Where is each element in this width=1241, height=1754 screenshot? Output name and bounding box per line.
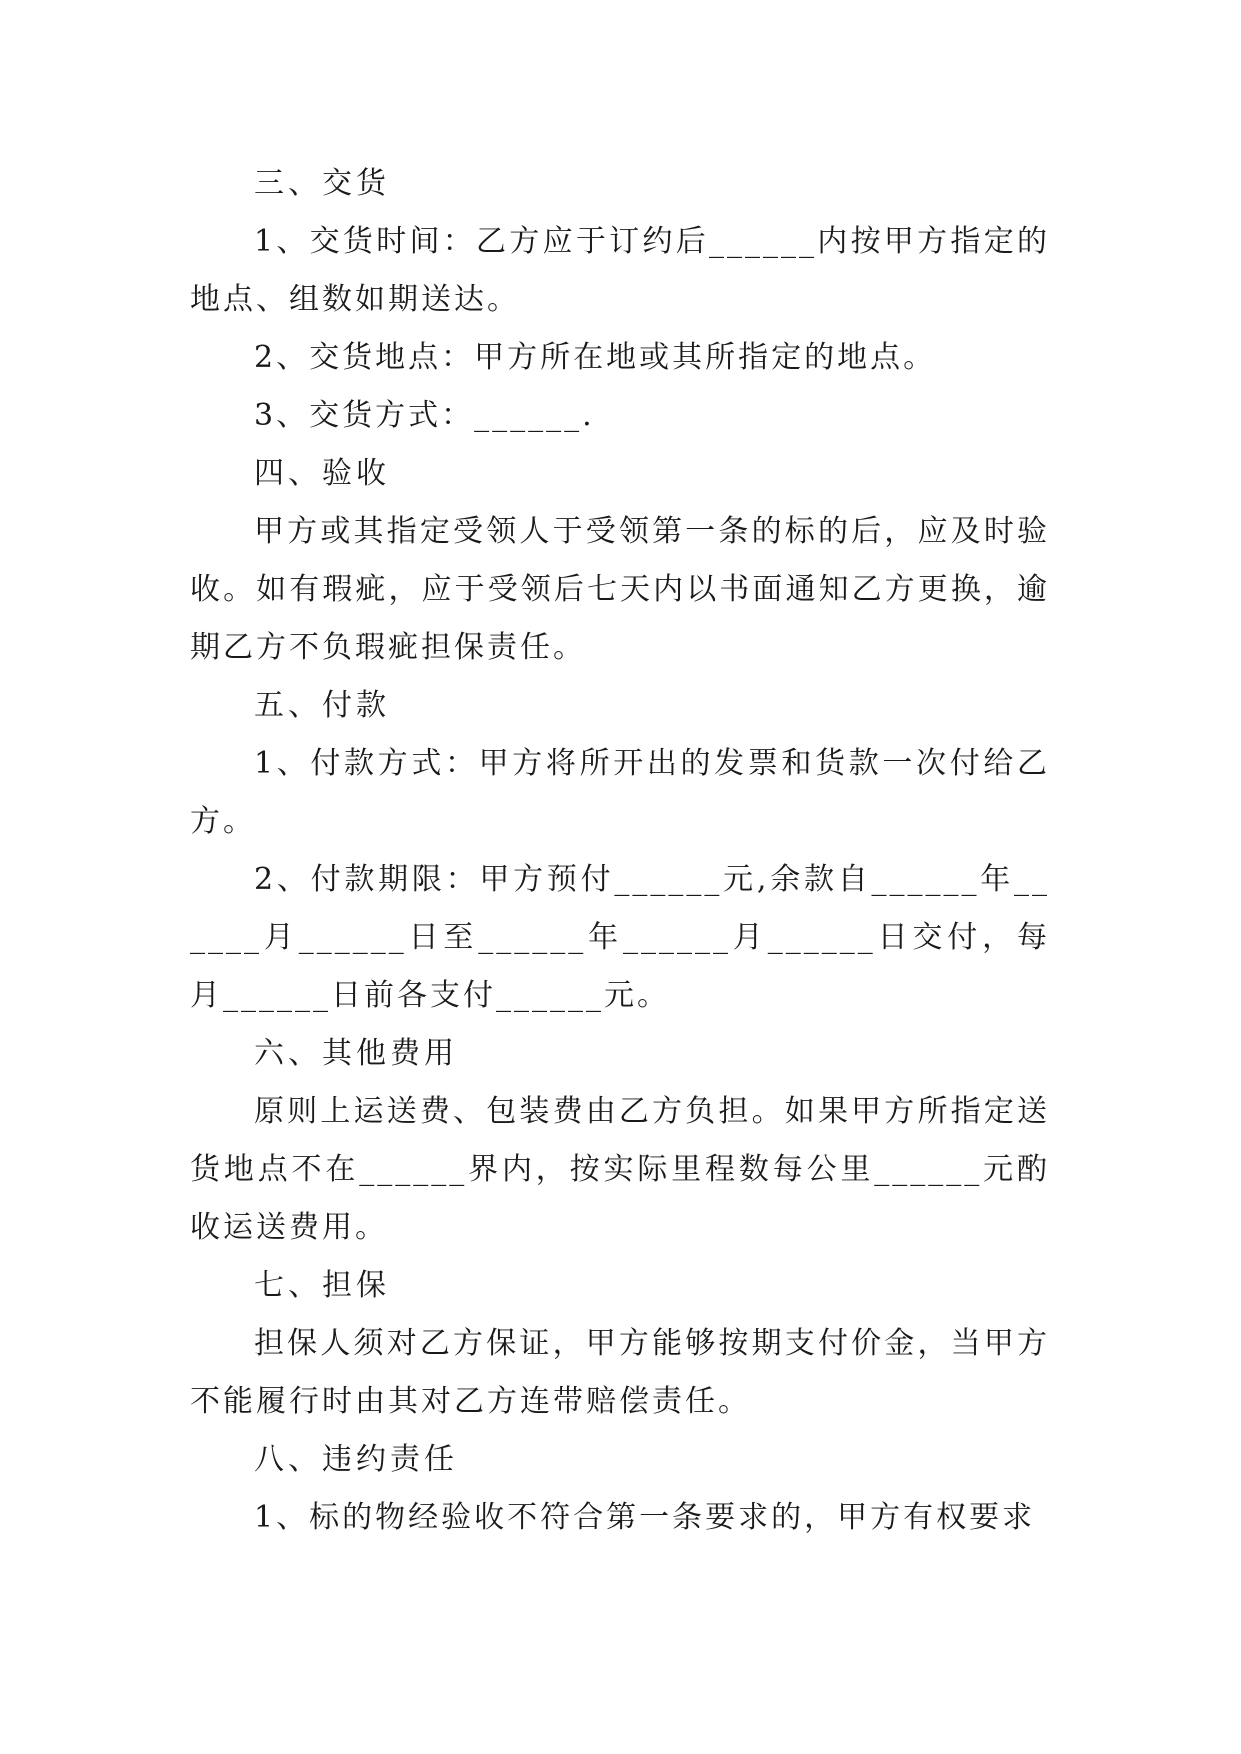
section-heading-other-fees: 六、其他费用 bbox=[254, 1036, 458, 1071]
section-heading-payment: 五、付款 bbox=[254, 688, 390, 723]
section-heading-acceptance: 四、验收 bbox=[254, 456, 390, 491]
paragraph-delivery-method: 3、交货方式：______. bbox=[254, 398, 595, 433]
paragraph-guarantee: 担保人须对乙方保证，甲方能够按期支付价金，当甲方不能履行时由其对乙方连带赔偿责任。 bbox=[190, 1326, 1050, 1419]
paragraph-liability-1: 1、标的物经验收不符合第一条要求的，甲方有权要求 bbox=[254, 1500, 1036, 1535]
paragraph-acceptance: 甲方或其指定受领人于受领第一条的标的后，应及时验收。如有瑕疵，应于受领后七天内以书面通知乙方更换，逾期乙方不负瑕疵担保责任。 bbox=[190, 514, 1050, 665]
document-body bbox=[190, 155, 1050, 1547]
section-heading-delivery: 三、交货 bbox=[254, 166, 390, 201]
paragraph-delivery-time: 1、交货时间：乙方应于订约后______内按甲方指定的地点、组数如期送达。 bbox=[190, 224, 1050, 317]
paragraph-payment-method: 1、付款方式：甲方将所开出的发票和货款一次付给乙方。 bbox=[190, 746, 1050, 839]
paragraph-other-fees: 原则上运送费、包装费由乙方负担。如果甲方所指定送货地点不在______界内，按实际里程数每公里______元酌收运送费用。 bbox=[190, 1094, 1050, 1245]
section-heading-guarantee: 七、担保 bbox=[254, 1268, 390, 1303]
section-heading-liability: 八、违约责任 bbox=[254, 1442, 458, 1477]
paragraph-delivery-place: 2、交货地点：甲方所在地或其所指定的地点。 bbox=[254, 340, 937, 375]
paragraph-payment-term: 2、付款期限：甲方预付______元,余款自______年______月______日至______年______月______日交付，每月______日前各支付______元。 bbox=[190, 862, 1050, 1013]
